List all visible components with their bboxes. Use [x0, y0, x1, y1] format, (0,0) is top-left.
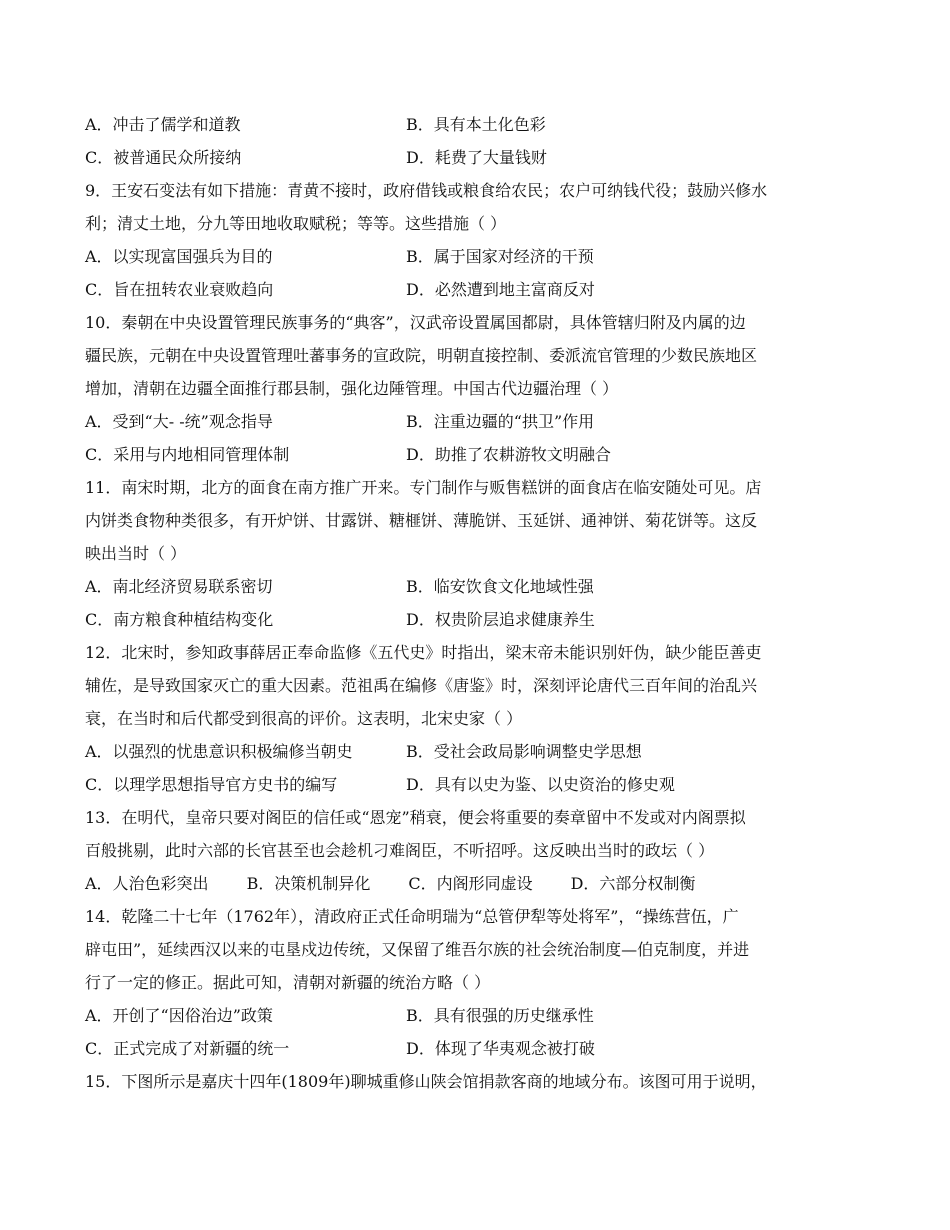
- q13-option-c[interactable]: C．内阁形同虚设: [408, 874, 533, 893]
- q12-options-row-1: [85, 735, 825, 768]
- q9-stem-line-2: 利；清丈土地，分九等田地收取赋税；等等。这些措施（ ）: [85, 214, 507, 233]
- q8-options-row-2: [85, 141, 825, 174]
- q9-stem-line-1: 9．王安石变法有如下措施：青黄不接时，政府借钱或粮食给农民；农户可纳钱代役；鼓励兴修水: [85, 181, 768, 200]
- q14-option-a[interactable]: A．开创了“因俗治边”政策: [85, 1006, 273, 1025]
- q12-stem-line-1: 12．北宋时，参知政事薛居正奉命监修《五代史》时指出，梁末帝未能识别奸伪，缺少能臣善吏: [85, 643, 762, 662]
- q11-stem-line-1: 11．南宋时期，北方的面食在南方推广开来。专门制作与贩售糕饼的面食店在临安随处可见。店: [85, 478, 762, 497]
- q8-option-b[interactable]: B．具有本土化色彩: [406, 115, 546, 134]
- q8-option-c[interactable]: C．被普通民众所接纳: [85, 148, 242, 167]
- q9-options-row-2: [85, 273, 825, 306]
- q11-options-row-1: [85, 570, 825, 603]
- q15-stem-line-1: 15．下图所示是嘉庆十四年(1809年)聊城重修山陕会馆捐款客商的地域分布。该图可用于说明，: [85, 1072, 767, 1091]
- q13-option-b[interactable]: B．决策机制异化: [246, 874, 371, 893]
- q12-option-b[interactable]: B．受社会政局影响调整史学思想: [406, 742, 642, 761]
- question-list: [85, 108, 825, 1098]
- q13-option-d[interactable]: D．六部分权制衡: [570, 874, 696, 893]
- q10-option-d[interactable]: D．助推了农耕游牧文明融合: [406, 445, 611, 464]
- q8-options-row-1: [85, 108, 825, 141]
- q8-option-a[interactable]: A．冲击了儒学和道教: [85, 115, 241, 134]
- q11-option-c[interactable]: C．南方粮食种植结构变化: [85, 610, 274, 629]
- q10-options-row-1: [85, 405, 825, 438]
- q14-stem-line-2: 辟屯田”，延续西汉以来的屯垦戍边传统，又保留了维吾尔族的社会统治制度—伯克制度，并进: [85, 940, 750, 959]
- q10-option-c[interactable]: C．采用与内地相同管理体制: [85, 445, 290, 464]
- q10-option-b[interactable]: B．注重边疆的“拱卫”作用: [406, 412, 595, 431]
- q13-stem-line-1: 13．在明代，皇帝只要对阁臣的信任或“恩宠”稍衰，便会将重要的奏章留中不发或对内阁票拟: [85, 808, 746, 827]
- q12-stem-line-3: 衰，在当时和后代都受到很高的评价。这表明，北宋史家（ ）: [85, 709, 523, 728]
- q10-option-a[interactable]: A．受到“大- -统”观念指导: [85, 412, 273, 431]
- q11-stem-line-2: 内饼类食物种类很多，有开炉饼、甘露饼、糖榧饼、薄脆饼、玉延饼、通神饼、菊花饼等。这反: [85, 511, 758, 530]
- q14-option-b[interactable]: B．具有很强的历史继承性: [406, 1006, 594, 1025]
- q9-options-row-1: [85, 240, 825, 273]
- q10-stem-line-2: 疆民族，元朝在中央设置管理吐蕃事务的宣政院，明朝直接控制、委派流官管理的少数民族地区: [85, 346, 758, 365]
- q9-option-a[interactable]: A．以实现富国强兵为目的: [85, 247, 273, 266]
- q14-stem-line-3: 行了一定的修正。据此可知，清朝对新疆的统治方略（ ）: [85, 973, 491, 992]
- q11-option-d[interactable]: D．权贵阶层追求健康养生: [406, 610, 595, 629]
- q14-option-c[interactable]: C．正式完成了对新疆的统一: [85, 1039, 290, 1058]
- q12-option-c[interactable]: C．以理学思想指导官方史书的编写: [85, 775, 338, 794]
- q14-stem-line-1: 14．乾隆二十七年（1762年），清政府正式任命明瑞为“总管伊犁等处将军”，“操练营伍，广: [85, 907, 739, 926]
- q14-options-row-2: [85, 1032, 825, 1065]
- q12-stem-line-2: 辅佐，是导致国家灭亡的重大因素。范祖禹在编修《唐鉴》时，深刻评论唐代三百年间的治乱兴: [85, 676, 758, 695]
- q12-option-a[interactable]: A．以强烈的忧患意识积极编修当朝史: [85, 742, 353, 761]
- q11-options-row-2: [85, 603, 825, 636]
- q13-stem-line-2: 百般挑剔，此时六部的长官甚至也会趁机刁难阁臣，不听招呼。这反映出当时的政坛（ ）: [85, 841, 715, 860]
- q12-option-d[interactable]: D．具有以史为鉴、以史资治的修史观: [406, 775, 675, 794]
- q10-stem-line-3: 增加，清朝在边疆全面推行郡县制，强化边陲管理。中国古代边疆治理（ ）: [85, 379, 619, 398]
- q11-option-b[interactable]: B．临安饮食文化地域性强: [406, 577, 594, 596]
- q14-options-row-1: [85, 999, 825, 1032]
- q11-stem-line-3: 映出当时（ ）: [85, 544, 187, 563]
- q10-options-row-2: [85, 438, 825, 471]
- q11-option-a[interactable]: A．南北经济贸易联系密切: [85, 577, 273, 596]
- q10-stem-line-1: 10．秦朝在中央设置管理民族事务的“典客”，汉武帝设置属国都尉，具体管辖归附及内属的边: [85, 313, 746, 332]
- q9-option-d[interactable]: D．必然遭到地主富商反对: [406, 280, 595, 299]
- q13-option-a[interactable]: A．人治色彩突出: [85, 874, 209, 893]
- q13-options-row: [85, 867, 825, 900]
- q12-options-row-2: [85, 768, 825, 801]
- q8-option-d[interactable]: D．耗费了大量钱财: [406, 148, 547, 167]
- q9-option-c[interactable]: C．旨在扭转农业衰败趋向: [85, 280, 274, 299]
- q9-option-b[interactable]: B．属于国家对经济的干预: [406, 247, 594, 266]
- q14-option-d[interactable]: D．体现了华夷观念被打破: [406, 1039, 595, 1058]
